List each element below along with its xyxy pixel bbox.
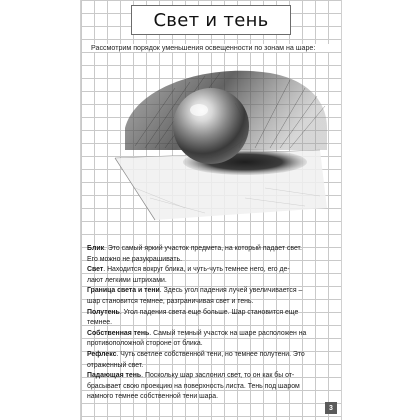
paragraph-cast-shadow <box>87 371 337 403</box>
term-cast-shadow: Падающая тень <box>87 372 142 380</box>
description-text <box>87 244 337 403</box>
pencil-drawing-sphere-icon <box>95 58 333 226</box>
term-highlight: Блик <box>87 245 105 252</box>
paragraph-own-shadow <box>87 329 337 350</box>
text-line: отраженный свет. <box>87 361 144 369</box>
intro-text: Рассмотрим порядок уменьшения освещенности по зонам на шаре: <box>91 44 336 52</box>
text-line: . Это самый яркий участок предмета, на который падает свет. <box>104 245 302 252</box>
text-line: . Самый темный участок на шаре расположен на <box>149 329 307 337</box>
term-reflex: Рефлекс <box>87 350 117 358</box>
text-line: намного темнее собственной тени шара. <box>87 393 219 401</box>
title-box <box>131 5 291 35</box>
text-line: . Здесь угол падения лучей увеличивается – <box>159 287 303 295</box>
paragraph-light <box>87 265 337 286</box>
paragraph-highlight <box>87 244 337 265</box>
page-title: Свет и тень <box>153 9 269 31</box>
text-line: противоположной стороне от блика. <box>87 340 203 348</box>
paragraph-penumbra <box>87 308 337 329</box>
text-line: шар становится темнее, разграничивая свет и тень. <box>87 297 254 305</box>
term-penumbra: Полутень <box>87 308 120 316</box>
book-page <box>80 0 342 420</box>
page-number: 3 <box>325 402 337 414</box>
paragraph-light-shadow-border <box>87 286 337 307</box>
text-line: темнее. <box>87 319 113 327</box>
term-own-shadow: Собственная тень <box>87 329 150 337</box>
text-line: . Угол падения света еще больше. Шар становится еще <box>119 308 299 316</box>
text-line: . Поскольку шар заслонил свет, то он как бы от- <box>141 372 295 380</box>
text-line: брасывает свою проекцию на поверхность листа. Тень под шаром <box>87 382 300 390</box>
text-line: лают легкими штрихами. <box>87 276 167 284</box>
term-light: Свет <box>87 266 104 274</box>
text-line: . Находится вокруг блика, и чуть-чуть темнее него, его де- <box>103 266 290 274</box>
text-line: Его можно не разукрашивать. <box>87 255 183 263</box>
paragraph-reflex <box>87 350 337 371</box>
text-line: . Чуть светлее собственной тени, но темнее полутени. Это <box>116 350 305 358</box>
term-light-shadow-border: Граница света и тени <box>87 287 160 295</box>
